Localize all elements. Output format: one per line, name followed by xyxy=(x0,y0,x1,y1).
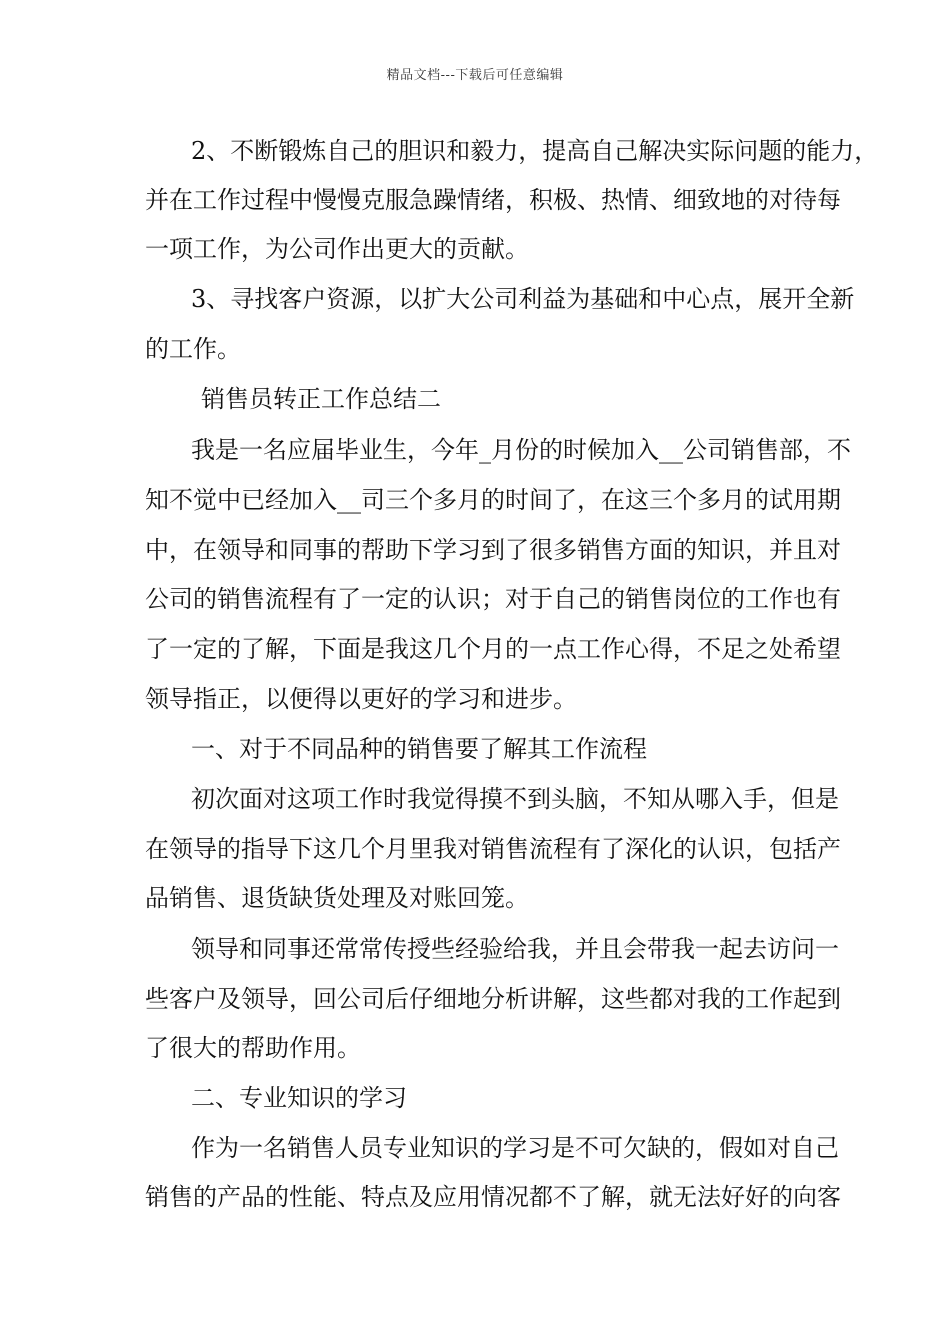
paragraph-line: 知不觉中已经加入__司三个多月的时间了，在这三个多月的试用期 xyxy=(145,486,841,514)
paragraph-line: 并在工作过程中慢慢克服急躁情绪，积极、热情、细致地的对待每 xyxy=(145,186,841,214)
paragraph-line: 一项工作，为公司作出更大的贡献。 xyxy=(145,235,529,263)
paragraph-line: 了很大的帮助作用。 xyxy=(145,1034,361,1062)
paragraph-line: 在领导的指导下这几个月里我对销售流程有了深化的认识，包括产 xyxy=(145,835,841,863)
section-title: 销售员转正工作总结二 xyxy=(201,385,441,413)
paragraph-line: 我是一名应届毕业生，今年_月份的时候加入__公司销售部，不 xyxy=(191,436,851,464)
paragraph-line: 领导和同事还常常传授些经验给我，并且会带我一起去访问一 xyxy=(191,935,839,963)
paragraph-line: 些客户及领导，回公司后仔细地分析讲解，这些都对我的工作起到 xyxy=(145,985,841,1013)
subheading: 一、对于不同品种的销售要了解其工作流程 xyxy=(191,735,647,763)
paragraph-line: 3、寻找客户资源，以扩大公司利益为基础和中心点，展开全新 xyxy=(191,285,855,313)
paragraph-line: 的工作。 xyxy=(145,335,241,363)
paragraph-line: 品销售、退货缺货处理及对账回笼。 xyxy=(145,884,529,912)
paragraph-line: 公司的销售流程有了一定的认识；对于自己的销售岗位的工作也有 xyxy=(145,585,841,613)
paragraph-line: 作为一名销售人员专业知识的学习是不可欠缺的，假如对自己 xyxy=(191,1134,839,1162)
paragraph-line: 初次面对这项工作时我觉得摸不到头脑，不知从哪入手，但是 xyxy=(191,785,839,813)
paragraph-line: 中，在领导和同事的帮助下学习到了很多销售方面的知识，并且对 xyxy=(145,536,841,564)
paragraph-line: 销售的产品的性能、特点及应用情况都不了解，就无法好好的向客 xyxy=(145,1183,841,1211)
page-header: 精品文档---下载后可任意编辑 xyxy=(386,68,564,83)
paragraph-line: 领导指正，以便得以更好的学习和进步。 xyxy=(145,685,577,713)
paragraph-line: 2、不断锻炼自己的胆识和毅力，提高自己解决实际问题的能力， xyxy=(191,137,879,165)
paragraph-line: 了一定的了解，下面是我这几个月的一点工作心得，不足之处希望 xyxy=(145,635,841,663)
subheading: 二、专业知识的学习 xyxy=(191,1084,407,1112)
